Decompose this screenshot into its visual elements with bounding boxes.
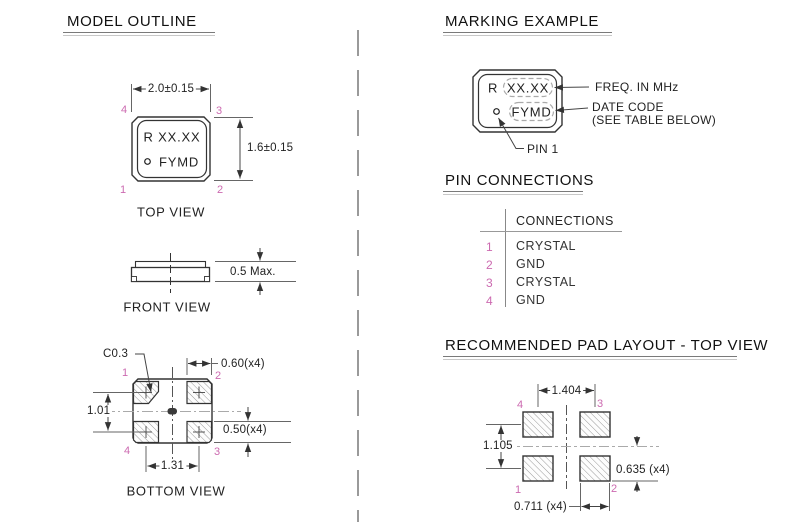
bottom-view-label: BOTTOM VIEW: [126, 483, 226, 499]
table-row-pin: 2: [486, 258, 493, 272]
pin-label: 4: [121, 104, 128, 116]
table-col-header: CONNECTIONS: [516, 214, 614, 228]
date-note-line2: (SEE TABLE BELOW): [592, 113, 717, 127]
dim-row-pitch: 1.105: [483, 440, 513, 452]
pad-1: [523, 456, 553, 481]
dim-col-pitch: 1.404: [551, 384, 582, 397]
dim-top-height: 1.6±0.15: [247, 142, 294, 154]
pad-2: [580, 456, 610, 481]
pin-label: 1: [122, 367, 129, 379]
pin-label: 3: [216, 105, 223, 117]
pin-connections-heading: PIN CONNECTIONS: [445, 172, 595, 189]
table-row-pin: 4: [486, 294, 493, 308]
marking-line2: FYMD: [159, 154, 200, 169]
model-outline-heading: MODEL OUTLINE: [67, 13, 197, 30]
date-placeholder: FYMD: [511, 104, 552, 120]
pin-label: 4: [124, 445, 131, 457]
dim-row-pitch: 1.01: [87, 404, 111, 417]
table-row-connection: CRYSTAL: [516, 239, 577, 253]
pad-3: [580, 412, 610, 437]
pin-label: 1: [120, 184, 127, 196]
dim-front-height: 0.5 Max.: [230, 266, 276, 278]
pad-4: [523, 412, 553, 437]
chamfer-note: C0.3: [103, 348, 129, 360]
dim-top-width: 2.0±0.15: [147, 83, 195, 95]
dim-pad-height: 0.635 (x4): [616, 464, 670, 476]
center-mark: [168, 408, 178, 415]
dim-pad-width: 0.711 (x4): [514, 500, 567, 513]
freq-placeholder: XX.XX: [506, 80, 550, 96]
marking-line1: R XX.XX: [143, 129, 201, 144]
pin1-label: PIN 1: [527, 142, 559, 156]
pin-label: 1: [515, 484, 522, 496]
pin-label: 2: [611, 483, 618, 495]
pin-label: 3: [214, 446, 221, 458]
dim-pad-width: 0.60(x4): [221, 357, 265, 370]
pin-label: 4: [517, 399, 524, 411]
marking-example-heading: MARKING EXAMPLE: [445, 13, 600, 30]
pin-label: 3: [597, 398, 604, 410]
pad-layout-heading: RECOMMENDED PAD LAYOUT - TOP VIEW: [445, 337, 769, 354]
table-row-connection: GND: [516, 293, 546, 307]
pin-label: 2: [215, 370, 222, 382]
table-row-pin: 1: [486, 240, 493, 254]
table-row-pin: 3: [486, 276, 493, 290]
marking-prefix: R: [488, 80, 499, 95]
dim-pad-height: 0.50(x4): [223, 424, 267, 436]
table-row-connection: GND: [516, 257, 546, 271]
pin-label: 2: [217, 184, 224, 196]
table-row-connection: CRYSTAL: [516, 275, 577, 289]
date-note-line1: DATE CODE: [592, 100, 664, 114]
top-view-label: TOP VIEW: [137, 204, 205, 220]
front-view-label: FRONT VIEW: [123, 299, 211, 315]
dim-col-pitch: 1.31: [160, 460, 185, 472]
freq-note: FREQ. IN MHz: [595, 79, 679, 94]
